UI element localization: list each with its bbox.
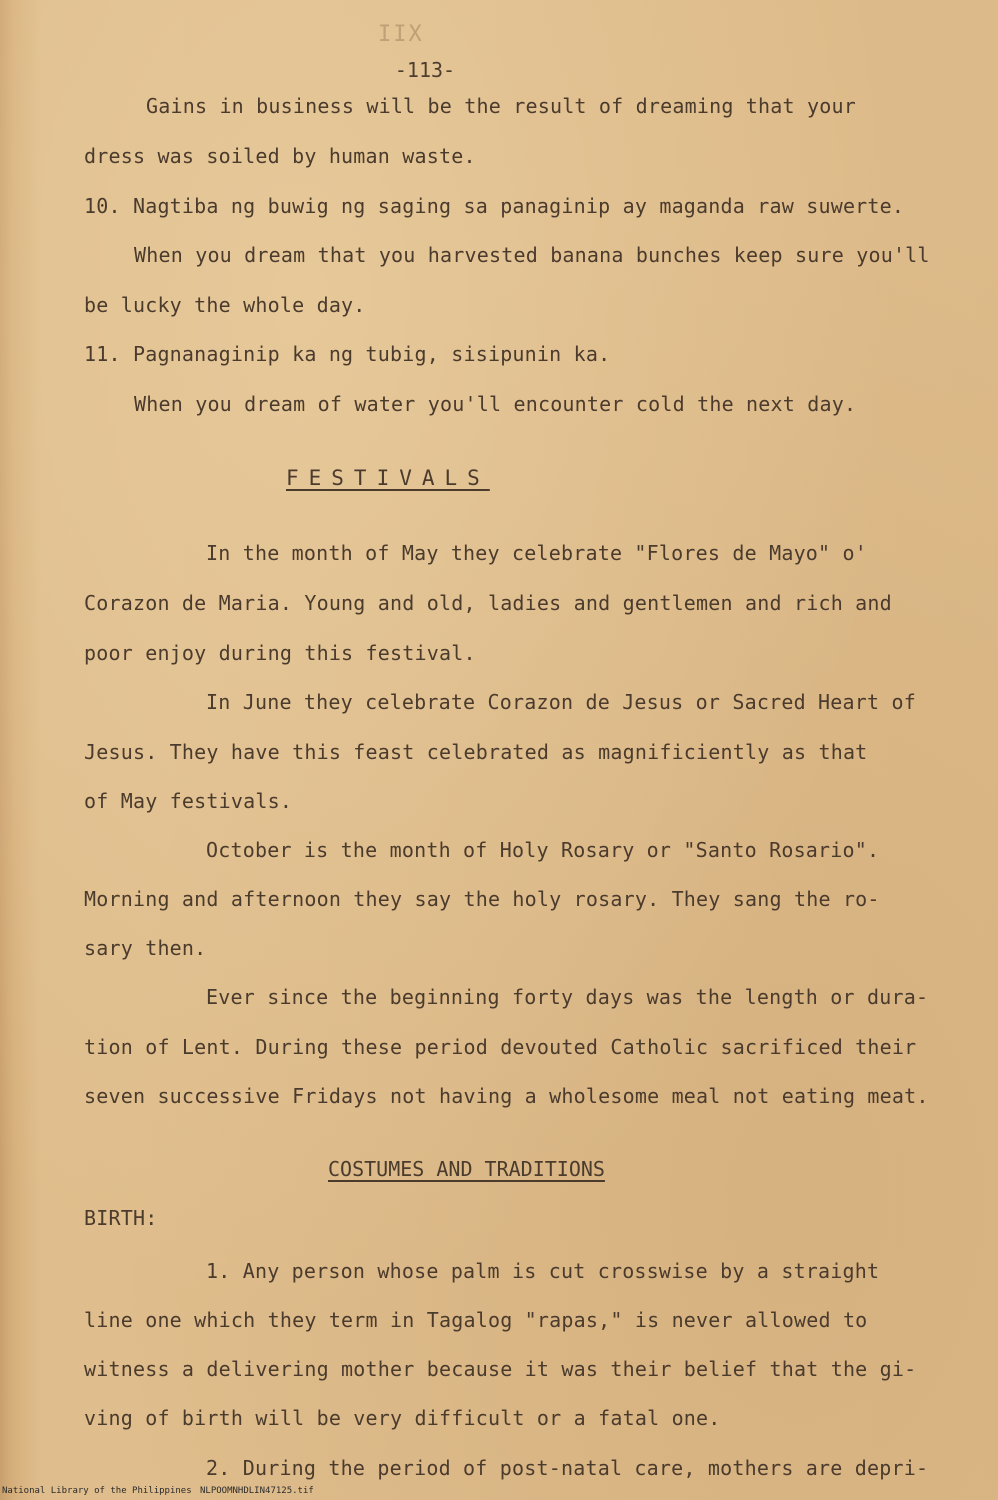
dream-line-2: dress was soiled by human waste. bbox=[84, 144, 476, 168]
festival-line-3: poor enjoy during this festival. bbox=[84, 641, 476, 665]
festival-line-2: Corazon de Maria. Young and old, ladies and gentlemen and rich and bbox=[84, 591, 892, 615]
birth-label: BIRTH: bbox=[84, 1206, 158, 1230]
library-credit: National Library of the Philippines bbox=[2, 1486, 192, 1496]
custom-line-5: 2. During the period of post-natal care, mothers are depri- bbox=[206, 1456, 929, 1480]
festival-line-11: tion of Lent. During these period devouted Catholic sacrificed their bbox=[84, 1035, 917, 1059]
festivals-heading: FESTIVALS bbox=[286, 466, 490, 490]
festival-line-1: In the month of May they celebrate "Flores de Mayo" o' bbox=[206, 541, 868, 565]
scan-filename: NLPOOMNHDLIN47125.tif bbox=[200, 1486, 314, 1496]
dream-line-7: When you dream of water you'll encounter cold the next day. bbox=[134, 392, 857, 416]
page-number: -113- bbox=[394, 58, 456, 82]
festival-line-7: October is the month of Holy Rosary or "Santo Rosario". bbox=[206, 838, 880, 862]
dream-line-6: 11. Pagnanaginip ka ng tubig, sisipunin ka. bbox=[84, 342, 611, 366]
custom-line-1: 1. Any person whose palm is cut crosswise by a straight bbox=[206, 1259, 880, 1283]
custom-line-2: line one which they term in Tagalog "rapas," is never allowed to bbox=[84, 1308, 868, 1332]
dream-line-1: Gains in business will be the result of dreaming that your bbox=[146, 94, 856, 118]
custom-line-3: witness a delivering mother because it was their belief that the gi- bbox=[84, 1357, 917, 1381]
dream-line-3: 10. Nagtiba ng buwig ng saging sa panaginip ay maganda raw suwerte. bbox=[84, 194, 905, 218]
festival-line-10: Ever since the beginning forty days was the length or dura- bbox=[206, 985, 929, 1009]
festival-line-12: seven successive Fridays not having a wholesome meal not eating meat. bbox=[84, 1084, 929, 1108]
festival-line-9: sary then. bbox=[84, 936, 207, 960]
festival-line-5: Jesus. They have this feast celebrated as magnificiently as that bbox=[84, 740, 868, 764]
customs-heading: COSTUMES AND TRADITIONS bbox=[328, 1157, 605, 1181]
dream-line-5: be lucky the whole day. bbox=[84, 293, 366, 317]
dream-line-4: When you dream that you harvested banana bunches keep sure you'll bbox=[134, 243, 930, 267]
ghost-page-number: IIX bbox=[378, 22, 424, 47]
custom-line-4: ving of birth will be very difficult or a fatal one. bbox=[84, 1406, 721, 1430]
festival-line-4: In June they celebrate Corazon de Jesus or Sacred Heart of bbox=[206, 690, 916, 714]
festival-line-8: Morning and afternoon they say the holy rosary. They sang the ro- bbox=[84, 887, 880, 911]
festival-line-6: of May festivals. bbox=[84, 789, 293, 813]
